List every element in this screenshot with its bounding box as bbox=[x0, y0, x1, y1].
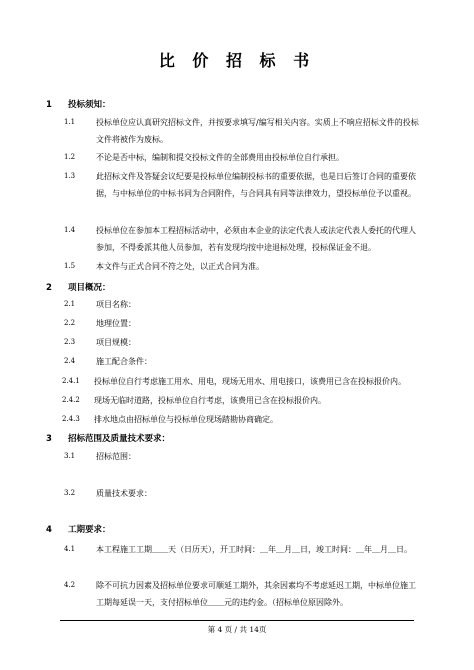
clause-number: 4.1 bbox=[64, 545, 76, 553]
section-number: 4 bbox=[46, 525, 52, 535]
clause-text: 投标单位在参加本工程招标活动中，必须由本企业的法定代表人或法定代表人委托的代理人参加，不得委派其他人员参加，若有发现均按中途退标处理，投标保证金不退。 bbox=[96, 226, 416, 252]
clause-item bbox=[64, 334, 422, 351]
clause-item bbox=[64, 258, 422, 275]
clause-text: 不论是否中标，编制和提交投标文件的全部费用由投标单位自行承担。 bbox=[96, 153, 344, 162]
section-heading bbox=[46, 523, 111, 535]
page-number: 第 4 页 / 共 14页 bbox=[207, 625, 267, 634]
clause-item bbox=[64, 114, 422, 148]
section-number: 1 bbox=[46, 100, 52, 110]
section-number: 2 bbox=[46, 283, 52, 293]
clause-item bbox=[64, 168, 422, 202]
clause-text: 项目名称： bbox=[96, 300, 136, 309]
document-title: 比 价 招 标 书 bbox=[158, 51, 316, 70]
clause-item bbox=[64, 222, 422, 256]
clause-number: 2.4.3 bbox=[62, 415, 80, 423]
clause-number: 1.1 bbox=[64, 118, 76, 126]
section-heading bbox=[46, 281, 111, 293]
clause-text: 排水地点由招标单位与投标单位现场踏勘协商确定。 bbox=[94, 415, 278, 424]
clause-text: 除不可抗力因素及招标单位要求可顺延工期外，其余因素均不考虑延迟工期，中标单位施工工期每延误一天，支付招标单位＿＿元的违约金。（招标单位原因除外。 bbox=[96, 581, 416, 607]
section-heading bbox=[46, 98, 111, 110]
clause-number: 1.5 bbox=[64, 262, 76, 270]
clause-item bbox=[64, 541, 422, 558]
clause-text: 施工配合条件： bbox=[96, 357, 152, 366]
clause-text: 此招标文件及答疑会议纪要是投标单位编制投标书的重要依据，也是日后签订合同的重要依据，与中标单位的中标书同为合同附件，与合同具有同等法律效力，望投标单位予以重视。 bbox=[96, 172, 416, 198]
clause-number: 1.3 bbox=[64, 172, 76, 180]
clause-item bbox=[64, 353, 422, 370]
clause-item bbox=[64, 411, 422, 428]
footer-divider bbox=[60, 620, 414, 621]
clause-text: 投标单位应认真研究招标文件，并按要求填写/编写相关内容。实质上不响应招标文件的投标文件将被作为废标。 bbox=[96, 118, 419, 144]
clause-item bbox=[64, 149, 422, 166]
clause-number: 1.2 bbox=[64, 153, 76, 161]
clause-text: 地理位置： bbox=[96, 319, 136, 328]
clause-item bbox=[64, 392, 422, 409]
clause-text: 投标单位自行考虑施工用水、用电，现场无用水、用电接口，该费用已含在投标报价内。 bbox=[94, 377, 406, 386]
section-title: 项目概况： bbox=[68, 283, 111, 293]
clause-text: 现场无临时道路，投标单位自行考虑，该费用已含在投标报价内。 bbox=[94, 396, 326, 405]
clause-number: 2.2 bbox=[64, 319, 76, 327]
section-heading bbox=[46, 432, 170, 444]
clause-number: 3.1 bbox=[64, 452, 76, 460]
clause-item bbox=[64, 296, 422, 313]
clause-item bbox=[64, 485, 422, 502]
clause-number: 3.2 bbox=[64, 489, 76, 497]
clause-number: 2.4 bbox=[64, 357, 76, 365]
clause-number: 1.4 bbox=[64, 226, 76, 234]
clause-text: 项目规模： bbox=[96, 338, 136, 347]
clause-item bbox=[64, 315, 422, 332]
clause-text: 本文件与正式合同不符之处，以正式合同为准。 bbox=[96, 262, 264, 271]
clause-number: 4.2 bbox=[64, 581, 76, 589]
clause-text: 本工程施工工期＿＿天（日历天），开工时间：＿年＿月＿日，竣工时间：＿年＿月＿日。 bbox=[96, 545, 412, 554]
clause-number: 2.4.1 bbox=[62, 377, 80, 385]
section-title: 工期要求： bbox=[68, 525, 111, 535]
clause-item bbox=[64, 448, 422, 465]
clause-text: 招标范围： bbox=[96, 452, 136, 461]
clause-text: 质量技术要求： bbox=[96, 489, 152, 498]
clause-item bbox=[64, 577, 422, 611]
section-title: 投标须知： bbox=[68, 100, 111, 110]
clause-number: 2.1 bbox=[64, 300, 76, 308]
section-number: 3 bbox=[46, 434, 52, 444]
clause-number: 2.4.2 bbox=[62, 396, 80, 404]
clause-number: 2.3 bbox=[64, 338, 76, 346]
clause-item bbox=[64, 373, 422, 390]
section-title: 招标范围及质量技术要求： bbox=[68, 434, 171, 444]
